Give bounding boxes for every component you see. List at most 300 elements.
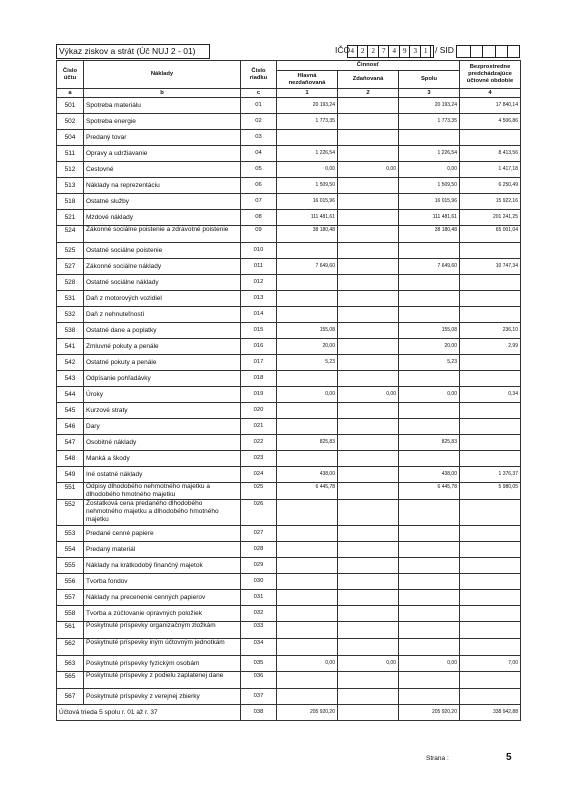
value-taxed: 0,00 (338, 656, 399, 672)
table-row (57, 558, 521, 574)
account-number: 513 (57, 178, 84, 194)
page-label: Strana : (426, 755, 449, 762)
value-previous: 8 413,56 (460, 146, 521, 162)
expense-name: Tvorba a zúčtovanie opravných položiek (84, 606, 241, 622)
row-number: 037 (241, 689, 277, 705)
table-row (57, 500, 521, 526)
value-taxed (338, 622, 399, 639)
value-taxed (338, 210, 399, 226)
value-taxed (338, 467, 399, 483)
expense-name: Odpisy dlhodobého nehmotného majetku a dlhodobého hmotného majetku (84, 483, 241, 500)
expense-name: Ostatné sociálne poistenie (84, 243, 241, 259)
account-number: 521 (57, 210, 84, 226)
table-row (57, 451, 521, 467)
expense-name: Daň z nehnuteľností (84, 307, 241, 323)
ico-label: IČO (335, 45, 351, 55)
value-main: 438,00 (277, 467, 338, 483)
row-number: 012 (241, 275, 277, 291)
table-row (57, 590, 521, 606)
ico-field (347, 45, 434, 58)
account-number: 557 (57, 590, 84, 606)
account-number: 518 (57, 194, 84, 210)
value-previous (460, 451, 521, 467)
expense-name: Poskytnuté príspevky organizačným zložkám (84, 622, 241, 639)
row-number: 018 (241, 371, 277, 387)
report-title: Výkaz ziskov a strát (Úč NUJ 2 - 01) (56, 44, 210, 59)
value-total (399, 419, 460, 435)
value-total: 0,00 (399, 162, 460, 178)
expense-name: Zostatková cena predaného dlhodobého nehmotného majetku a dlhodobého hmotného majetku (84, 500, 241, 526)
row-number: 028 (241, 542, 277, 558)
total-main: 205 920,20 (277, 705, 338, 721)
value-main (277, 403, 338, 419)
expense-name: Náklady na precenenie cenných papierov (84, 590, 241, 606)
expenses-table (56, 60, 521, 721)
value-previous (460, 130, 521, 146)
row-number: 04 (241, 146, 277, 162)
value-taxed (338, 194, 399, 210)
account-number: 555 (57, 558, 84, 574)
value-previous: 5 980,05 (460, 483, 521, 500)
value-main (277, 130, 338, 146)
account-number: 525 (57, 243, 84, 259)
account-number: 512 (57, 162, 84, 178)
value-main (277, 558, 338, 574)
expense-name: Poskytnuté príspevky iným účtovným jednotkám (84, 639, 241, 656)
expense-name: Predaný tovar (84, 130, 241, 146)
col-header-row-number: Číslo riadku (241, 61, 277, 89)
expense-name: Zákonné sociálne náklady (84, 259, 241, 275)
value-main (277, 590, 338, 606)
value-taxed (338, 590, 399, 606)
table-row (57, 210, 521, 226)
value-total (399, 451, 460, 467)
table-row (57, 243, 521, 259)
account-number: 553 (57, 526, 84, 542)
value-previous: 15 922,16 (460, 194, 521, 210)
account-number: 532 (57, 307, 84, 323)
row-number: 020 (241, 403, 277, 419)
table-row (57, 387, 521, 403)
account-number: 548 (57, 451, 84, 467)
value-taxed (338, 291, 399, 307)
ico-digit: 9 (401, 46, 411, 57)
value-main (277, 419, 338, 435)
value-previous (460, 606, 521, 622)
value-previous (460, 500, 521, 526)
expense-name: Predané cenné papiere (84, 526, 241, 542)
value-total (399, 606, 460, 622)
account-number: 562 (57, 639, 84, 656)
value-total (399, 403, 460, 419)
value-previous (460, 435, 521, 451)
table-row (57, 371, 521, 387)
value-previous: 201 241,25 (460, 210, 521, 226)
value-main: 5,23 (277, 355, 338, 371)
value-total (399, 689, 460, 705)
expense-name: Kurzové straty (84, 403, 241, 419)
account-number: 558 (57, 606, 84, 622)
value-taxed (338, 371, 399, 387)
table-row (57, 483, 521, 500)
value-previous (460, 574, 521, 590)
expense-name: Dary (84, 419, 241, 435)
value-total (399, 672, 460, 689)
account-number: 545 (57, 403, 84, 419)
value-main (277, 307, 338, 323)
index-cell: 1 (277, 89, 338, 98)
value-main: 1 226,54 (277, 146, 338, 162)
row-number: 034 (241, 639, 277, 656)
value-taxed (338, 323, 399, 339)
row-number: 036 (241, 672, 277, 689)
row-number: 010 (241, 243, 277, 259)
row-number: 033 (241, 622, 277, 639)
value-main (277, 639, 338, 656)
col-header-total: Spolu (399, 71, 460, 89)
table-row (57, 639, 521, 656)
value-previous (460, 639, 521, 656)
row-number: 029 (241, 558, 277, 574)
value-previous: 4 506,86 (460, 114, 521, 130)
value-total: 20,00 (399, 339, 460, 355)
value-previous (460, 526, 521, 542)
expense-name: Spotreba materiálu (84, 98, 241, 114)
value-total: 16 015,96 (399, 194, 460, 210)
ico-digit: 1 (422, 46, 432, 57)
value-total (399, 291, 460, 307)
expense-name: Spotreba energie (84, 114, 241, 130)
value-total: 38 180,48 (399, 226, 460, 243)
row-number: 024 (241, 467, 277, 483)
value-total (399, 622, 460, 639)
row-number: 019 (241, 387, 277, 403)
value-total: 438,00 (399, 467, 460, 483)
value-taxed (338, 130, 399, 146)
account-number: 561 (57, 622, 84, 639)
table-row (57, 307, 521, 323)
value-taxed (338, 542, 399, 558)
col-header-activity: Činnosť (277, 61, 460, 71)
value-previous (460, 275, 521, 291)
table-row (57, 339, 521, 355)
row-number: 031 (241, 590, 277, 606)
value-previous (460, 403, 521, 419)
value-total (399, 307, 460, 323)
value-taxed (338, 307, 399, 323)
value-total (399, 558, 460, 574)
total-previous: 338 942,88 (460, 705, 521, 721)
expense-name: Ostatné služby (84, 194, 241, 210)
expense-name: Poskytnuté príspevky z verejnej zbierky (84, 689, 241, 705)
value-total: 111 481,61 (399, 210, 460, 226)
table-row (57, 98, 521, 114)
value-main (277, 574, 338, 590)
value-total: 1 226,54 (399, 146, 460, 162)
account-number: 504 (57, 130, 84, 146)
row-number: 013 (241, 291, 277, 307)
index-cell: b (84, 89, 241, 98)
value-main (277, 526, 338, 542)
index-cell: 4 (460, 89, 521, 98)
column-index-row (57, 89, 521, 98)
value-taxed: 0,00 (338, 162, 399, 178)
value-total (399, 590, 460, 606)
row-number: 03 (241, 130, 277, 146)
value-total (399, 243, 460, 259)
expense-name: Odpísanie pohľadávky (84, 371, 241, 387)
expense-name: Cestovné (84, 162, 241, 178)
account-number: 527 (57, 259, 84, 275)
value-previous (460, 355, 521, 371)
value-main: 1 509,50 (277, 178, 338, 194)
value-previous (460, 672, 521, 689)
table-row (57, 275, 521, 291)
table-row (57, 355, 521, 371)
table-row (57, 419, 521, 435)
value-main: 0,00 (277, 162, 338, 178)
value-previous (460, 243, 521, 259)
expense-name: Predaný materiál (84, 542, 241, 558)
value-total: 155,08 (399, 323, 460, 339)
ico-digit: 3 (411, 46, 421, 57)
value-taxed (338, 435, 399, 451)
value-previous (460, 590, 521, 606)
value-total: 7 649,60 (399, 259, 460, 275)
row-number: 05 (241, 162, 277, 178)
value-previous (460, 689, 521, 705)
value-taxed (338, 98, 399, 114)
expense-name: Zákonné sociálne poistenie a zdravotné poistenie (84, 226, 241, 243)
row-number: 014 (241, 307, 277, 323)
value-previous: 2,99 (460, 339, 521, 355)
value-previous (460, 542, 521, 558)
expense-name: Náklady na reprezentáciu (84, 178, 241, 194)
row-number: 06 (241, 178, 277, 194)
value-total (399, 500, 460, 526)
value-total: 5,23 (399, 355, 460, 371)
row-number: 017 (241, 355, 277, 371)
col-header-main: Hlavná nezdaňovaná (277, 71, 338, 89)
value-main: 825,83 (277, 435, 338, 451)
value-previous: 1 376,37 (460, 467, 521, 483)
table-body (57, 98, 521, 705)
row-number: 035 (241, 656, 277, 672)
value-main: 6 445,78 (277, 483, 338, 500)
account-number: 528 (57, 275, 84, 291)
row-number: 026 (241, 500, 277, 526)
value-taxed (338, 226, 399, 243)
table-row (57, 526, 521, 542)
row-number: 021 (241, 419, 277, 435)
account-number: 543 (57, 371, 84, 387)
value-taxed (338, 689, 399, 705)
expense-name: Manká a škody (84, 451, 241, 467)
value-taxed (338, 639, 399, 656)
row-number: 07 (241, 194, 277, 210)
value-previous (460, 558, 521, 574)
value-main (277, 606, 338, 622)
value-total: 20 193,24 (399, 98, 460, 114)
table-row (57, 672, 521, 689)
account-number: 546 (57, 419, 84, 435)
value-taxed (338, 259, 399, 275)
value-total: 1 773,35 (399, 114, 460, 130)
value-previous: 236,10 (460, 323, 521, 339)
account-number: 538 (57, 323, 84, 339)
table-row (57, 130, 521, 146)
row-number: 01 (241, 98, 277, 114)
value-taxed (338, 483, 399, 500)
table-row (57, 146, 521, 162)
value-main: 1 773,35 (277, 114, 338, 130)
row-number: 030 (241, 574, 277, 590)
sid-cell (470, 46, 484, 57)
value-total (399, 542, 460, 558)
expense-name: Daň z motorových vozidiel (84, 291, 241, 307)
expense-name: Ostatné sociálne náklady (84, 275, 241, 291)
table-row (57, 226, 521, 243)
row-number: 025 (241, 483, 277, 500)
value-main (277, 371, 338, 387)
value-previous (460, 291, 521, 307)
index-cell: 2 (338, 89, 399, 98)
ico-digit: 2 (359, 46, 369, 57)
value-taxed (338, 558, 399, 574)
expense-name: Náklady na krátkodobý finančný majetok (84, 558, 241, 574)
value-main (277, 275, 338, 291)
value-previous: 17 840,14 (460, 98, 521, 114)
value-main: 0,00 (277, 387, 338, 403)
value-total (399, 526, 460, 542)
table-row (57, 435, 521, 451)
account-number: 554 (57, 542, 84, 558)
index-cell: 3 (399, 89, 460, 98)
total-label: Účtová trieda 5 spolu r. 01 až r. 37 (57, 705, 241, 721)
value-previous: 65 001,04 (460, 226, 521, 243)
value-previous: 10 747,34 (460, 259, 521, 275)
value-taxed (338, 451, 399, 467)
sid-field (456, 45, 520, 58)
account-number: 567 (57, 689, 84, 705)
table-row (57, 689, 521, 705)
value-taxed (338, 574, 399, 590)
table-row (57, 542, 521, 558)
value-taxed (338, 114, 399, 130)
expense-name: Zmluvné pokuty a penále (84, 339, 241, 355)
value-previous: 1 417,18 (460, 162, 521, 178)
value-main (277, 689, 338, 705)
sid-cell (482, 46, 496, 57)
value-main (277, 291, 338, 307)
account-number: 502 (57, 114, 84, 130)
value-main: 20,00 (277, 339, 338, 355)
account-number: 511 (57, 146, 84, 162)
table-row (57, 259, 521, 275)
account-number: 524 (57, 226, 84, 243)
value-taxed (338, 275, 399, 291)
expense-name: Opravy a udržiavanie (84, 146, 241, 162)
account-number: 544 (57, 387, 84, 403)
account-number: 542 (57, 355, 84, 371)
value-total (399, 639, 460, 656)
account-number: 531 (57, 291, 84, 307)
row-number: 011 (241, 259, 277, 275)
table-row (57, 574, 521, 590)
value-taxed (338, 403, 399, 419)
row-number: 023 (241, 451, 277, 467)
value-total: 825,83 (399, 435, 460, 451)
value-main: 20 193,24 (277, 98, 338, 114)
value-total: 1 509,50 (399, 178, 460, 194)
value-previous (460, 622, 521, 639)
value-previous: 0,34 (460, 387, 521, 403)
account-number: 549 (57, 467, 84, 483)
value-taxed (338, 606, 399, 622)
expense-name: Ostatné pokuty a penále (84, 355, 241, 371)
sid-label: / SID (435, 45, 454, 55)
table-row (57, 323, 521, 339)
value-previous (460, 307, 521, 323)
table-row (57, 114, 521, 130)
account-number: 501 (57, 98, 84, 114)
report-header (56, 44, 520, 58)
total-row (57, 705, 521, 721)
row-number: 09 (241, 226, 277, 243)
value-main (277, 672, 338, 689)
ico-digit: 4 (390, 46, 400, 57)
value-main: 0,00 (277, 656, 338, 672)
account-number: 556 (57, 574, 84, 590)
expense-name: Poskytnuté príspevky fyzickým osobám (84, 656, 241, 672)
total-row-number: 038 (241, 705, 277, 721)
expense-name: Úroky (84, 387, 241, 403)
value-total (399, 371, 460, 387)
table-row (57, 656, 521, 672)
ico-digit: 7 (380, 46, 390, 57)
value-main (277, 500, 338, 526)
ico-digit: 2 (369, 46, 379, 57)
table-row (57, 622, 521, 639)
value-total (399, 574, 460, 590)
value-total: 0,00 (399, 387, 460, 403)
value-main (277, 451, 338, 467)
value-total: 0,00 (399, 656, 460, 672)
value-taxed (338, 419, 399, 435)
value-total: 6 445,78 (399, 483, 460, 500)
value-total (399, 275, 460, 291)
expense-name: Poskytnuté príspevky z podielu zaplatenej dane (84, 672, 241, 689)
row-number: 02 (241, 114, 277, 130)
value-total (399, 130, 460, 146)
table-row (57, 291, 521, 307)
value-previous (460, 371, 521, 387)
total-total: 205 920,20 (399, 705, 460, 721)
total-taxed (338, 705, 399, 721)
value-taxed (338, 339, 399, 355)
value-main: 7 649,60 (277, 259, 338, 275)
value-main (277, 622, 338, 639)
row-number: 032 (241, 606, 277, 622)
value-main: 155,08 (277, 323, 338, 339)
col-header-previous-period: Bezprostredne predchádzajúce účtovné obdobie (460, 61, 521, 89)
index-cell: a (57, 89, 84, 98)
value-main: 16 015,96 (277, 194, 338, 210)
account-number: 552 (57, 500, 84, 526)
account-number: 565 (57, 672, 84, 689)
account-number: 563 (57, 656, 84, 672)
col-header-name: Náklady (84, 61, 241, 89)
